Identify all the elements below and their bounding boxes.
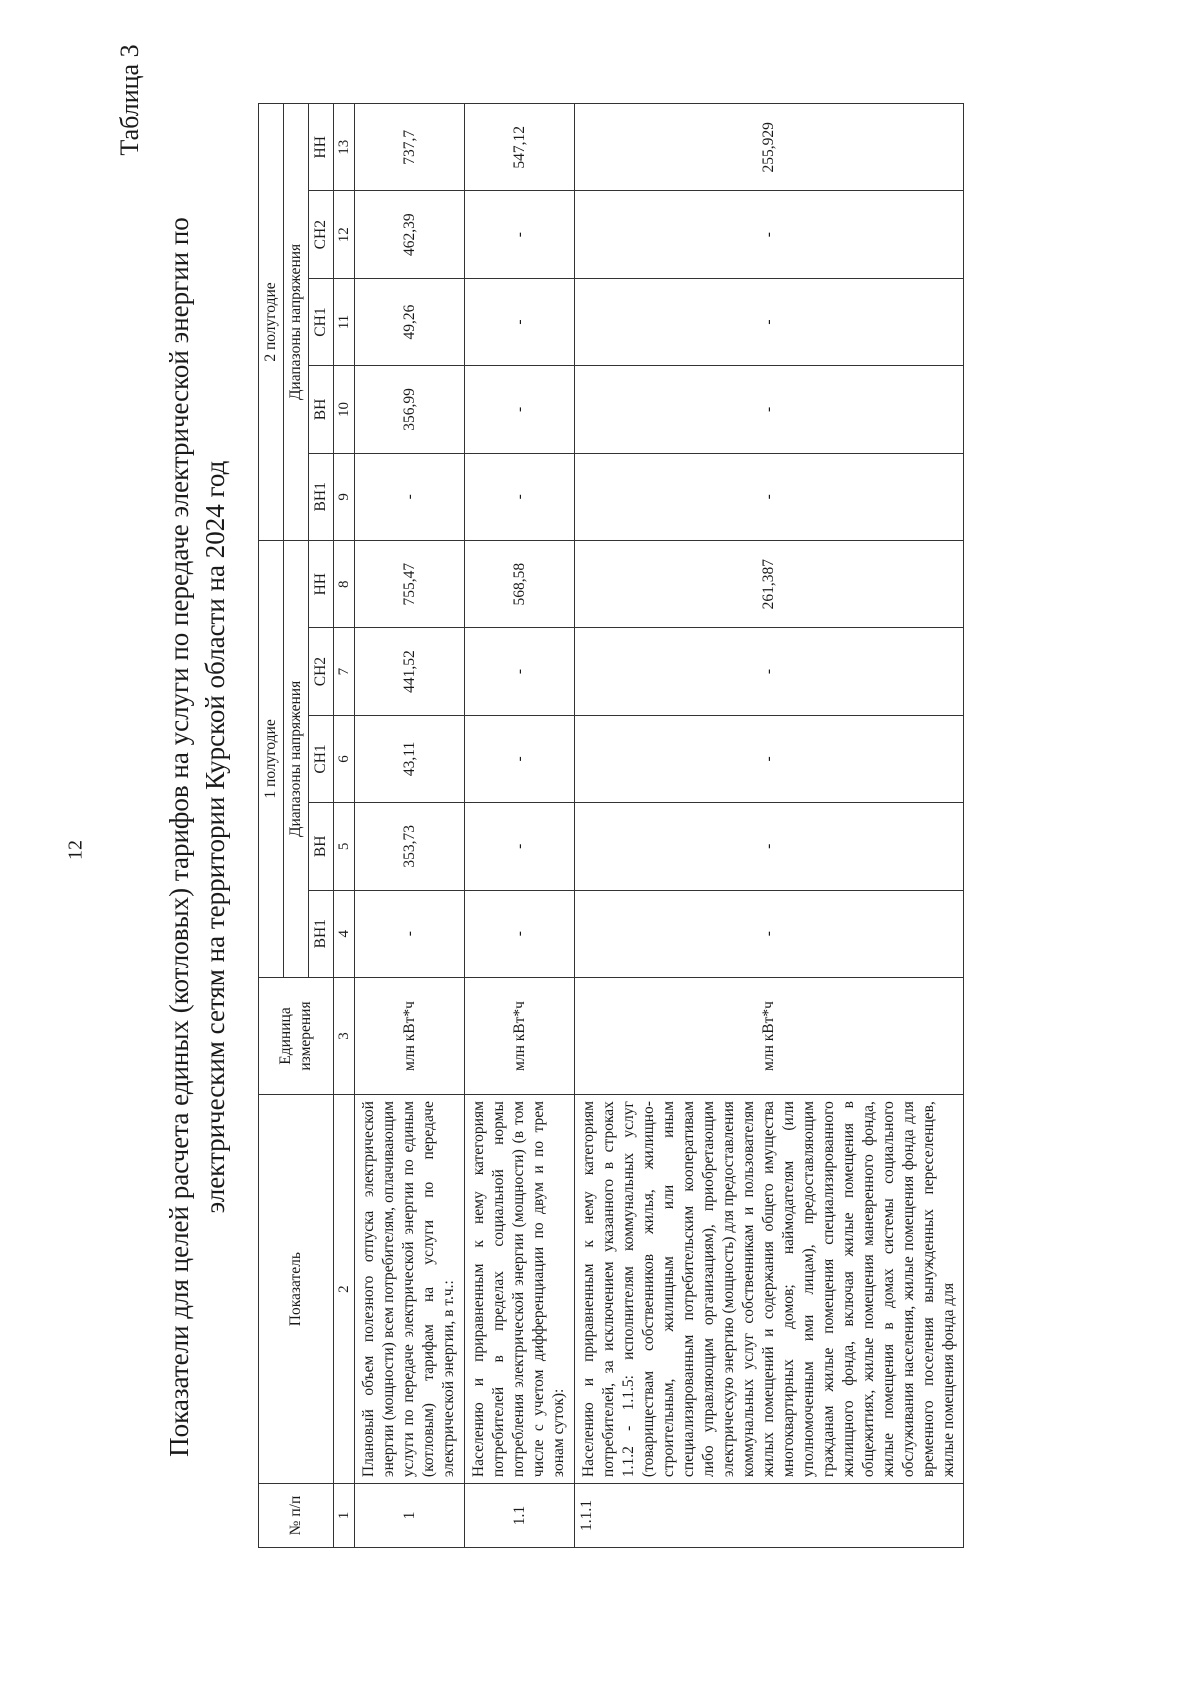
value-cell: - <box>575 453 964 540</box>
header-level: СН1 <box>309 278 334 365</box>
header-level: СН2 <box>309 191 334 278</box>
header-level: ВН1 <box>309 890 334 977</box>
row-indicator: Населению и приравненным к нему категориям потребителей, за исключением указанного в строках 1.1.2 - 1.1.5: исполнителям коммунальных услуг (товариществам собственников жилья, жилищно-строительным, жилищным или иным специализированным потребительским кооперативам либо управляющим организациям), приобретающим электрическую энергию (мощность) для предоставления коммунальных услуг собственникам и пользователям жилых помещений и содержания общего имущества многоквартирных домов; наймодателям (или уполномоченным ими лицам), предоставляющим гражданам жилые помещения специализированного жилищного фонда, включая жилые помещения в общежитиях, жилые помещения маневренного фонда, жилые помещения в домах системы социального обслуживания населения, жилые помещения фонда для временного поселения вынужденных переселенцев, жилые помещения фонда для <box>575 1095 964 1484</box>
column-number: 10 <box>334 366 355 453</box>
column-number: 13 <box>334 104 355 192</box>
column-number: 12 <box>334 191 355 278</box>
value-cell: 755,47 <box>355 541 465 628</box>
header-half-1: 1 полугодие <box>259 541 284 978</box>
column-number: 11 <box>334 278 355 365</box>
column-number: 8 <box>334 541 355 628</box>
header-voltage-ranges-2: Диапазоны напряжения <box>284 104 309 541</box>
row-indicator: Плановый объем полезного отпуска электрической энергии (мощности) всем потребителям, оплачивающим услуги по передаче электрической энергии по единым (котловым) тарифам на услуги по передаче электрической энергии, в т.ч.: <box>355 1095 465 1484</box>
header-level: НН <box>309 541 334 628</box>
table-row <box>465 104 575 1548</box>
value-cell: - <box>465 715 575 802</box>
value-cell: - <box>575 366 964 453</box>
row-number: 1 <box>355 1484 465 1548</box>
column-number: 1 <box>334 1484 355 1548</box>
header-level: ВН <box>309 366 334 453</box>
value-cell: 441,52 <box>355 628 465 715</box>
header-level: СН2 <box>309 628 334 715</box>
header-level: НН <box>309 104 334 192</box>
value-cell: - <box>355 453 465 540</box>
value-cell: - <box>575 278 964 365</box>
row-unit: млн кВт*ч <box>465 977 575 1094</box>
value-cell: 737,7 <box>355 104 465 192</box>
table-row <box>575 104 964 1548</box>
value-cell: - <box>575 803 964 890</box>
column-number: 2 <box>334 1095 355 1484</box>
column-number: 7 <box>334 628 355 715</box>
value-cell: 547,12 <box>465 104 575 192</box>
page-number: 12 <box>64 840 87 860</box>
header-level: ВН1 <box>309 453 334 540</box>
document-title: Показатели для целей расчета единых (котловых) тарифов на услуги по передаче электрической энергии по электрическим сетям на территории Курской области на 2024 год <box>164 217 230 1457</box>
value-cell: - <box>575 191 964 278</box>
value-cell: - <box>575 890 964 977</box>
value-cell: - <box>465 191 575 278</box>
header-unit: Единица измерения <box>259 977 334 1094</box>
column-number: 4 <box>334 890 355 977</box>
value-cell: 356,99 <box>355 366 465 453</box>
header-half-2: 2 полугодие <box>259 104 284 541</box>
table-label: Таблица 3 <box>115 44 144 156</box>
value-cell: - <box>465 366 575 453</box>
row-unit: млн кВт*ч <box>575 977 964 1094</box>
column-number: 9 <box>334 453 355 540</box>
row-number: 1.1 <box>465 1484 575 1548</box>
value-cell: - <box>355 890 465 977</box>
value-cell: 43,11 <box>355 715 465 802</box>
table-container <box>258 103 964 1548</box>
row-indicator: Населению и приравненным к нему категориям потребителей в пределах социальной нормы потребления электрической энергии (мощности) (в том числе с учетом дифференциации по двум и по трем зонам суток): <box>465 1095 575 1484</box>
value-cell: 49,26 <box>355 278 465 365</box>
value-cell: - <box>575 628 964 715</box>
value-cell: - <box>465 453 575 540</box>
value-cell: 568,58 <box>465 541 575 628</box>
value-cell: 261,387 <box>575 541 964 628</box>
value-cell: - <box>575 715 964 802</box>
value-cell: - <box>465 803 575 890</box>
value-cell: - <box>465 278 575 365</box>
row-unit: млн кВт*ч <box>355 977 465 1094</box>
value-cell: 255,929 <box>575 104 964 192</box>
column-number: 3 <box>334 977 355 1094</box>
value-cell: 462,39 <box>355 191 465 278</box>
row-number: 1.1.1 <box>575 1484 964 1548</box>
value-cell: 353,73 <box>355 803 465 890</box>
header-voltage-ranges-1: Диапазоны напряжения <box>284 541 309 978</box>
header-level: ВН <box>309 803 334 890</box>
value-cell: - <box>465 628 575 715</box>
header-indicator: Показатель <box>259 1095 334 1484</box>
table-row <box>355 104 465 1548</box>
value-cell: - <box>465 890 575 977</box>
column-number: 5 <box>334 803 355 890</box>
column-number: 6 <box>334 715 355 802</box>
tariff-indicators-table <box>258 103 964 1548</box>
header-no: № п/п <box>259 1484 334 1548</box>
header-level: СН1 <box>309 715 334 802</box>
